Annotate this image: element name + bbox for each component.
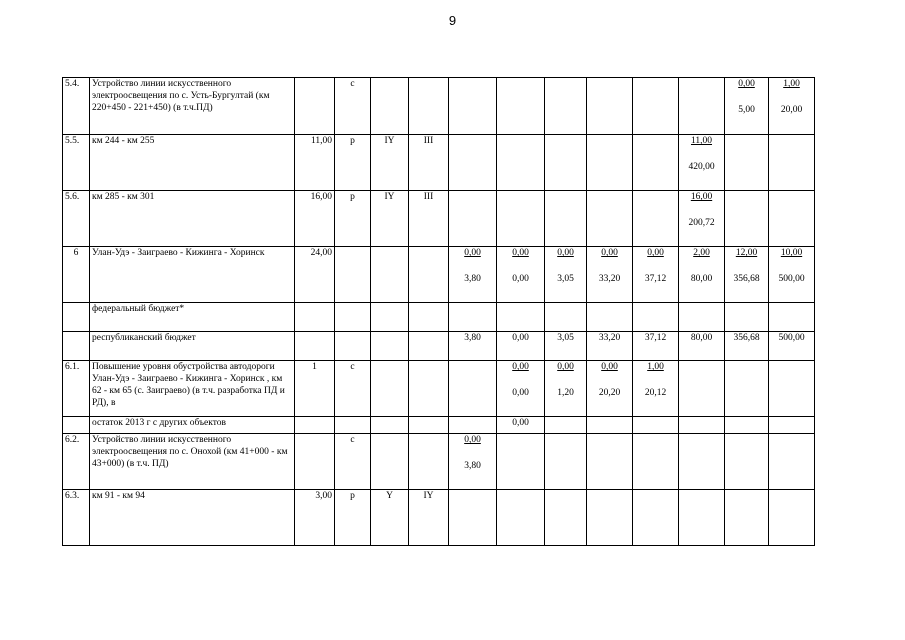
row-code: 6.3. [63,490,90,546]
value-cell: 0,00 1,20 [545,361,587,417]
work-type-cell: с [335,434,371,490]
table-row [63,303,815,332]
program-table [62,77,815,546]
row-description: Улан-Удэ - Заиграево - Кижинга - Хоринск [90,247,295,303]
value-cell: 356,68 [725,332,769,361]
category-before-cell: IY [371,135,409,191]
value-cell: 0,00 [497,417,545,434]
table-row [63,361,815,417]
value-cell: 16,00 200,72 [679,191,725,247]
length-cell: 24,00 [295,247,335,303]
value-cell: 0,00 0,00 [497,361,545,417]
row-description: км 91 - км 94 [90,490,295,546]
row-code: 5.4. [63,78,90,135]
table-row [63,247,815,303]
value-cell: 2,00 80,00 [679,247,725,303]
length-cell: 11,00 [295,135,335,191]
category-after-cell: III [409,191,449,247]
value-cell: 0,00 [497,332,545,361]
length-cell [295,78,335,135]
category-before-cell [371,78,409,135]
work-type-cell: р [335,135,371,191]
value-cell: 0,00 5,00 [725,78,769,135]
row-description: км 285 - км 301 [90,191,295,247]
work-type-cell: р [335,191,371,247]
value-cell: 0,00 3,05 [545,247,587,303]
value-cell: 0,00 20,20 [587,361,633,417]
value-cell: 80,00 [679,332,725,361]
value-cell: 10,00 500,00 [769,247,815,303]
category-after-cell: III [409,135,449,191]
category-after-cell: IY [409,490,449,546]
value-cell: 1,00 20,12 [633,361,679,417]
row-code: 6 [63,247,90,303]
work-type-cell: с [335,361,371,417]
row-code: 5.6. [63,191,90,247]
value-cell: 11,00 420,00 [679,135,725,191]
value-cell: 500,00 [769,332,815,361]
value-cell: 0,00 37,12 [633,247,679,303]
page-number: 9 [448,13,457,28]
value-cell: 0,00 3,80 [449,247,497,303]
table-row [63,191,815,247]
category-after-cell [409,78,449,135]
table-row [63,417,815,434]
value-cell: 37,12 [633,332,679,361]
length-cell: 3,00 [295,490,335,546]
value-cell: 33,20 [587,332,633,361]
value-cell: 0,00 3,80 [449,434,497,490]
table-row [63,490,815,546]
row-description: остаток 2013 г с других объектов [90,417,295,434]
table-row [63,78,815,135]
value-cell: 12,00 356,68 [725,247,769,303]
row-description: Устройство линии искусственного электроосвещения по с. Усть-Бургултай (км 220+450 - 221+450) (в т.ч.ПД) [90,78,295,135]
length-cell: 1 [295,361,335,417]
row-code: 5.5. [63,135,90,191]
value-cell: 0,00 0,00 [497,247,545,303]
length-cell: 16,00 [295,191,335,247]
table-row [63,332,815,361]
row-description: Устройство линии искусственного электроосвещения по с. Онохой (км 41+000 - км 43+000) (в т.ч. ПД) [90,434,295,490]
value-cell: 3,05 [545,332,587,361]
row-code: 6.1. [63,361,90,417]
table-row [63,434,815,490]
value-cell: 0,00 33,20 [587,247,633,303]
value-cell: 1,00 20,00 [769,78,815,135]
category-before-cell: IY [371,191,409,247]
work-type-cell: р [335,490,371,546]
table-row [63,135,815,191]
row-description: Повышение уровня обустройства автодороги Улан-Удэ - Заиграево - Кижинга - Хоринск , км 62 - км 65 (с. Заиграево) (в т.ч. разработка ПД и РД), в [90,361,295,417]
row-description: республиканский бюджет [90,332,295,361]
row-description: федеральный бюджет* [90,303,295,332]
row-code: 6.2. [63,434,90,490]
category-before-cell: Y [371,490,409,546]
value-cell: 3,80 [449,332,497,361]
work-type-cell: с [335,78,371,135]
row-description: км 244 - км 255 [90,135,295,191]
